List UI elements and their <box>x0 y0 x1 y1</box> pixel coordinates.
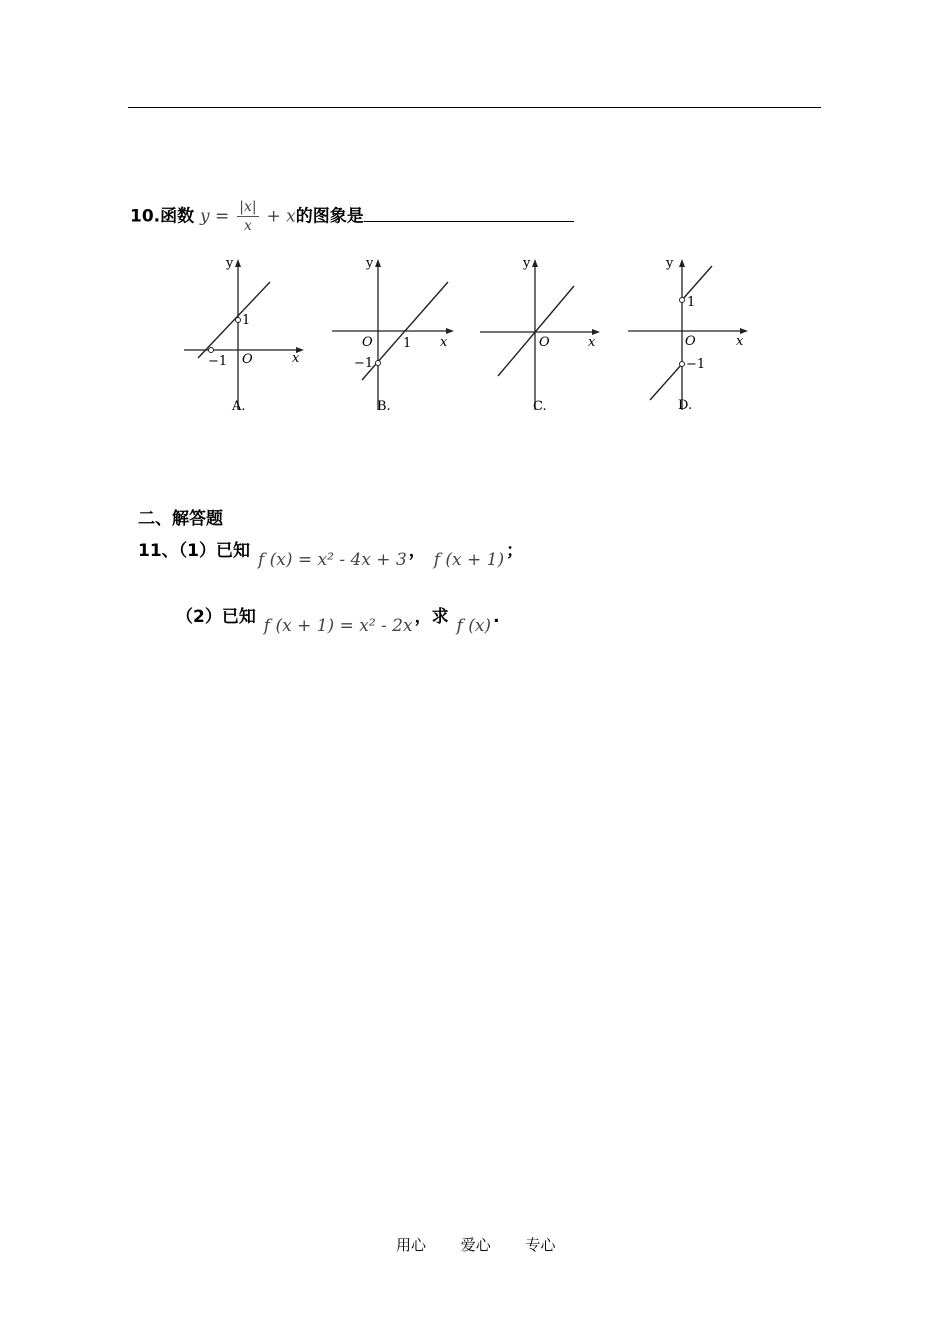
formula-lhs: y = <box>200 206 230 227</box>
x-axis-label: x <box>736 334 744 349</box>
option-caption: B. <box>377 399 391 414</box>
header-rule <box>128 107 821 108</box>
tick-label: −1 <box>686 357 706 372</box>
y-axis-label: y <box>523 256 531 271</box>
formula-fraction <box>237 198 258 235</box>
math-expression: f (x + 1) <box>433 550 505 570</box>
origin-label: O <box>362 335 373 350</box>
answer-blank[interactable] <box>364 207 574 222</box>
separator: ， <box>408 541 426 561</box>
question-text-after: 的图象是 <box>295 206 364 227</box>
origin-label: O <box>242 352 253 367</box>
math-expression: f (x) <box>456 616 492 636</box>
graph-a <box>178 250 308 420</box>
origin-label: O <box>685 334 696 349</box>
formula-rhs: + x <box>266 206 296 227</box>
part-label: （1）已知 <box>178 541 251 561</box>
graph-d <box>626 250 756 420</box>
fraction-numerator: |x| <box>239 199 257 215</box>
separator: . <box>493 607 500 627</box>
x-axis-label: x <box>588 335 596 350</box>
separator: ； <box>506 541 524 561</box>
x-axis-label: x <box>440 335 448 350</box>
question-number: 11、 <box>138 541 179 561</box>
option-caption: A. <box>232 399 246 414</box>
tick-label: −1 <box>354 356 374 371</box>
tick-label: 1 <box>403 336 412 351</box>
graph-b <box>328 250 458 420</box>
page-footer: 用心 爱心 专心 <box>396 1236 556 1254</box>
y-axis-label: y <box>666 256 674 271</box>
tick-label: 1 <box>687 295 696 310</box>
part-text: ，求 <box>414 607 449 627</box>
fraction-denominator: x <box>243 218 252 234</box>
y-axis-label: y <box>366 256 374 271</box>
question-11-part-2 <box>176 602 500 636</box>
tick-label: −1 <box>208 354 228 369</box>
part-label: （2）已知 <box>176 607 256 627</box>
section-heading: 二、解答题 <box>138 509 223 529</box>
graph-c <box>478 250 608 420</box>
option-caption: C. <box>533 399 547 414</box>
math-expression: f (x) = x² - 4x + 3 <box>257 550 407 570</box>
question-text: 函数 <box>160 206 195 227</box>
x-axis-label: x <box>292 351 300 366</box>
origin-label: O <box>539 335 550 350</box>
question-11-part-1 <box>138 536 524 570</box>
tick-label: 1 <box>242 313 251 328</box>
option-caption: D. <box>678 398 693 413</box>
question-10 <box>130 198 574 235</box>
math-expression: f (x + 1) = x² - 2x <box>263 616 413 636</box>
y-axis-label: y <box>226 256 234 271</box>
question-number: 10. <box>130 206 161 227</box>
